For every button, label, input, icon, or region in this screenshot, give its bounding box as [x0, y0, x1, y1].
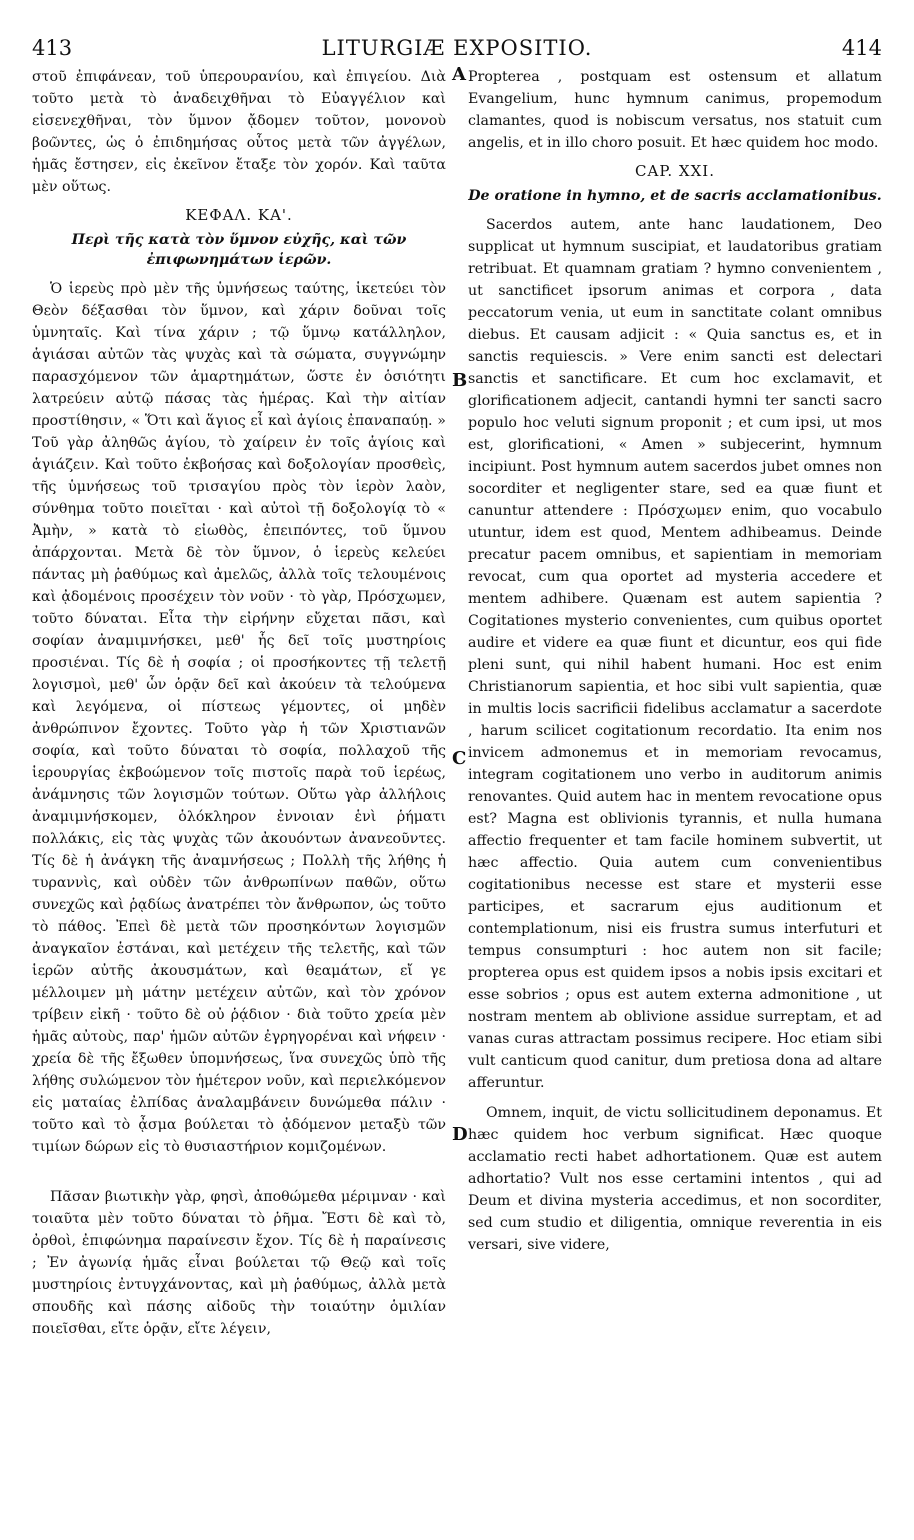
latin-paragraph-2: Omnem, inquit, de victu sollicitudinem deponamus. Et hæc quidem hoc verbum significat. Hæc quoque acclamatio recti habet adhortationem. Quæ est autem adhortatio? Vult nos esse certamini intentos , qui ad Deum et divina mysteria accedimus, et non socorditer, sed cum studio et diligentia, omnique reverentia in eis versari, sive videre,: [468, 1105, 882, 1253]
latin-chapter-subtitle: De oratione in hymno, et de sacris acclamationibus.: [468, 188, 882, 204]
latin-chapter-heading: CAP. XXI.: [635, 162, 715, 180]
margin-marker-a: A: [452, 64, 466, 85]
greek-chapter-subtitle: Περὶ τῆς κατὰ τὸν ὕμνον εὐχῆς, καὶ τῶν ἐπιφωνημάτων ἱερῶν.: [71, 232, 407, 268]
page-number-left: 413: [32, 36, 73, 60]
greek-chapter-heading: ΚΕΦΑΛ. ΚΑ'.: [185, 206, 293, 224]
latin-intro: Propterea , postquam est ostensum et allatum Evangelium, hunc hymnum canimus, propemodum clamantes, quod is nobiscum versatus, nos statuit cum angelis, et in illo choro posuit. Et hæc quidem hoc modo.: [468, 69, 882, 151]
running-title: LITURGIÆ EXPOSITIO.: [321, 36, 593, 60]
greek-paragraph-2: Πᾶσαν βιωτικὴν γὰρ, φησὶ, ἀποθώμεθα μέριμναν · καὶ τοιαῦτα μὲν τοῦτο δύναται τὸ ῥῆμα. Ἔστι δὲ καὶ τὸ, ὀρθοὶ, ἐπιφώνημα παραίνεσιν ἔχον. Τίς δὲ ἡ παραίνεσις ; Ἐν ἀγωνίᾳ ἡμᾶς εἶναι βούλεται τῷ Θεῷ καὶ τοῖς μυστηρίοις ἐντυγχάνοντας, καὶ μὴ ῥαθύμως, ἀλλὰ μετὰ σπουδῆς καὶ πάσης αἰδοῦς τὴν τοιαύτην ὁμιλίαν ποιεῖσθαι, εἴτε ὁρᾷν, εἴτε λέγειν,: [32, 1189, 446, 1337]
greek-intro: στοῦ ἐπιφάνεαν, τοῦ ὑπερουρανίου, καὶ ἐπιγείου. Διὰ τοῦτο μετὰ τὸ ἀναδειχθῆναι τὸ Εὐαγγέλιον καὶ εἰσενεχθῆναι, τὸν ὕμνον ᾄδομεν τοῦτον, μονονοὺ βοῶντες, ὡς ὁ ἐπιδημήσας οὗτος μετὰ τῶν ἀγγέλων, ἡμᾶς ἔστησεν, εἰς ἐκεῖνον ἔταξε τὸν χορόν. Καὶ ταῦτα μὲν οὕτως.: [32, 69, 446, 195]
greek-paragraph-1: Ὁ ἱερεὺς πρὸ μὲν τῆς ὑμνήσεως ταύτης, ἱκετεύει τὸν Θεὸν δέξασθαι τὸν ὕμνον, καὶ χάριν δοῦναι τοῖς ὑμνηταῖς. Καὶ τίνα χάριν ; τῷ ὕμνῳ κατάλληλον, ἁγιάσαι αὐτῶν τὰς ψυχὰς καὶ τὰ σώματα, συγγνώμην παρασχόμενον τῶν ἁμαρτημάτων, ὥστε ἐν ὁσιότητι λατρεύειν αὐτῷ πάσας τὰς ἡμέρας. Καὶ τὴν αἰτίαν προστίθησιν, « Ὅτι καὶ ἅγιος εἶ καὶ ἁγίοις ἐπαναπαύῃ. » Τοῦ γὰρ ἀληθῶς ἁγίου, τὸ χαίρειν ἐν τοῖς ἁγίοις καὶ ἁγιάζειν. Καὶ τοῦτο ἐκβοήσας καὶ δοξολογίαν προσθεὶς, τῆς ὑμνήσεως τοῦ τρισαγίου πρὸς τὸν ἱερὸν λαὸν, σύνθημα τοῦτο ποιεῖται · καὶ αὐτοὶ τῇ δοξολογίᾳ τὸ « Ἀμὴν, » κατὰ τὸ εἰωθὸς, ἐπειπόντες, τοῦ ὕμνου ἀπάρχονται. Μετὰ δὲ τὸν ὕμνον, ὁ ἱερεὺς κελεύει πάντας μὴ ῥαθύμως καὶ ἀμελῶς, ἀλλὰ τοῖς τελουμένοις καὶ ᾀδομένοις προσέχειν τὸν νοῦν · τὸ γὰρ, Πρόσχωμεν, τοῦτο δύναται. Εἶτα τὴν εἰρήνην εὔχεται πᾶσι, καὶ σοφίαν ἀναμιμνήσκει, μεθ' ἧς δεῖ τοῖς μυστηρίοις προσιέναι. Τίς δὲ ἡ σοφία ; οἱ προσήκοντες τῇ τελετῇ λογισμοὶ, μεθ' ὧν ὁρᾷν δεῖ καὶ ἀκούειν τὰ τελούμενα καὶ λεγόμενα, οἱ πίστεως γέμοντες, οἱ μηδὲν ἀνθρώπινον ἔχοντες. Τοῦτο γὰρ ἡ τῶν Χριστιανῶν σοφία, καὶ τοῦτο δύναται τὸ σοφία, πολλαχοῦ τῆς ἱερουργίας ἐκβοώμενον τοῖς πιστοῖς παρὰ τοῦ ἱερέως, ἀνάμνησις τῶν λογισμῶν τούτων. Οὕτω γὰρ ἀλλήλοις ἀναμιμνήσκομεν, ὁλόκληρον ἐννοιαν ἑνὶ ῥήματι πολλάκις, εἰς τὰς ψυχὰς τῶν ἀκουόντων ἀνανεοῦντες. Τίς δὲ ἡ ἀνάγκη τῆς ἀναμνήσεως ; Πολλὴ τῆς λήθης ἡ τυραννὶς, καὶ οὐδὲν τῶν ἀνθρωπίνων παθῶν, οὕτω συνεχῶς καὶ ῥᾳδίως ἀνατρέπει τὸν ἄνθρωπον, ὡς τοῦτο τὸ πάθος. Ἐπεὶ δὲ μετὰ τῶν προσηκόντων λογισμῶν ἀναγκαῖον ἑστάναι, καὶ μετέχειν τῆς τελετῆς, καὶ τῶν ἱερῶν αὐτῆς ἀκουσμάτων, καὶ θεαμάτων, εἴ γε μέλλοιμεν μὴ μάτην μετέχειν αὐτῶν, καὶ τὸν χρόνον τρίβειν εἰκῆ · τοῦτο δὲ οὐ ῥᾴδιον · διὰ τοῦτο χρεία μὲν ἡμᾶς αὐτοὺς, παρ' ἡμῶν αὐτῶν ἐγρηγορέναι καὶ νήφειν · χρεία δὲ τῆς ἔξωθεν ὑπομνήσεως, ἵνα συνεχῶς ὑπὸ τῆς λήθης συλώμενον τὸν ἡμέτερον νοῦν, καὶ περιελκόμενον εἰς ματαίας ἐλπίδας ἀναλαμβάνειν δυνώμεθα πάλιν · τοῦτο καὶ τὸ ᾆσμα βούλεται τὸ ᾀδόμενον μεταξὺ τῶν τιμίων δώρων εἰς τὸ θυσιαστήριον κομιζομένων.: [32, 281, 446, 1155]
margin-marker-d: D: [452, 1124, 468, 1145]
margin-marker-c: C: [452, 748, 467, 769]
page-number-right: 414: [841, 36, 882, 60]
latin-column: [468, 66, 882, 1256]
greek-column: [32, 66, 446, 1340]
page-header: [32, 36, 882, 64]
margin-marker-b: B: [452, 370, 468, 391]
latin-paragraph-1: Sacerdos autem, ante hanc laudationem, Deo supplicat ut hymnum suscipiat, et laudatoribus gratiam retribuat. Et quamnam gratiam ? hymno convenientem , ut sanctificet ipsorum animas et corpora , data peccatorum venia, ut eum in sanctitate colant omnibus diebus. Et causam adjicit : « Quia sanctus es, et in sanctis requiescis. » Vere enim sancti est delectari sanctis et sanctificare. Et cum hoc exclamavit, et glorificationem adjecit, cantandi hymni ter sancti sacro populo hoc veluti signum proponit ; et cum ipsi, ut mos est, glorificationi, « Amen » subjecerint, hymnum incipiunt. Post hymnum autem sacerdos jubet omnes non socorditer et negligenter stare, sed ea quæ fiunt et canuntur attendere : Πρόσχωμεν enim, quo vocabulo utuntur, idem est quod, Mentem adhibeamus. Deinde precatur pacem omnibus, et sapientiam in memoriam revocat, cum qua oportet ad mysteria accedere et mentem adhibere. Quænam est autem sapientia ? Cogitationes mysterio convenientes, cum quibus oportet audire et videre ea quæ fiunt et dicuntur, eos qui fide pleni sunt, qui nihil habent humani. Hoc est enim Christianorum sapientia, et hoc sibi vult sapientia, quæ in multis locis sacrificii fidelibus acclamatur a sacerdote , harum scilicet cogitationum recordatio. Ita enim nos invicem admonemus et in memoriam revocamus, integram cogitationem uno verbo in auditorum animis renovantes. Quid autem hac in mentem revocatione opus est? Magna est oblivionis tyrannis, et nulla humana affectio frequenter et tam facile hominem subvertit, ut hæc affectio. Quia autem cum convenientibus cogitationibus necesse est stare et mysterii esse participes, et sacrarum ejus auditionum et contemplationum, nisi eis frustra sumus interfuturi et tempus consumpturi : hoc autem non sit facile; propterea opus est quidem ipsos a nobis ipsis excitari et esse sobrios ; opus est autem externa admonitione , ut nostram mentem ab oblivione assidue surreptam, et ad vanas curas attractam possimus recipere. Hoc etiam sibi vult canticum quod canitur, dum pretiosa dona ad altare afferuntur.: [468, 217, 882, 1091]
